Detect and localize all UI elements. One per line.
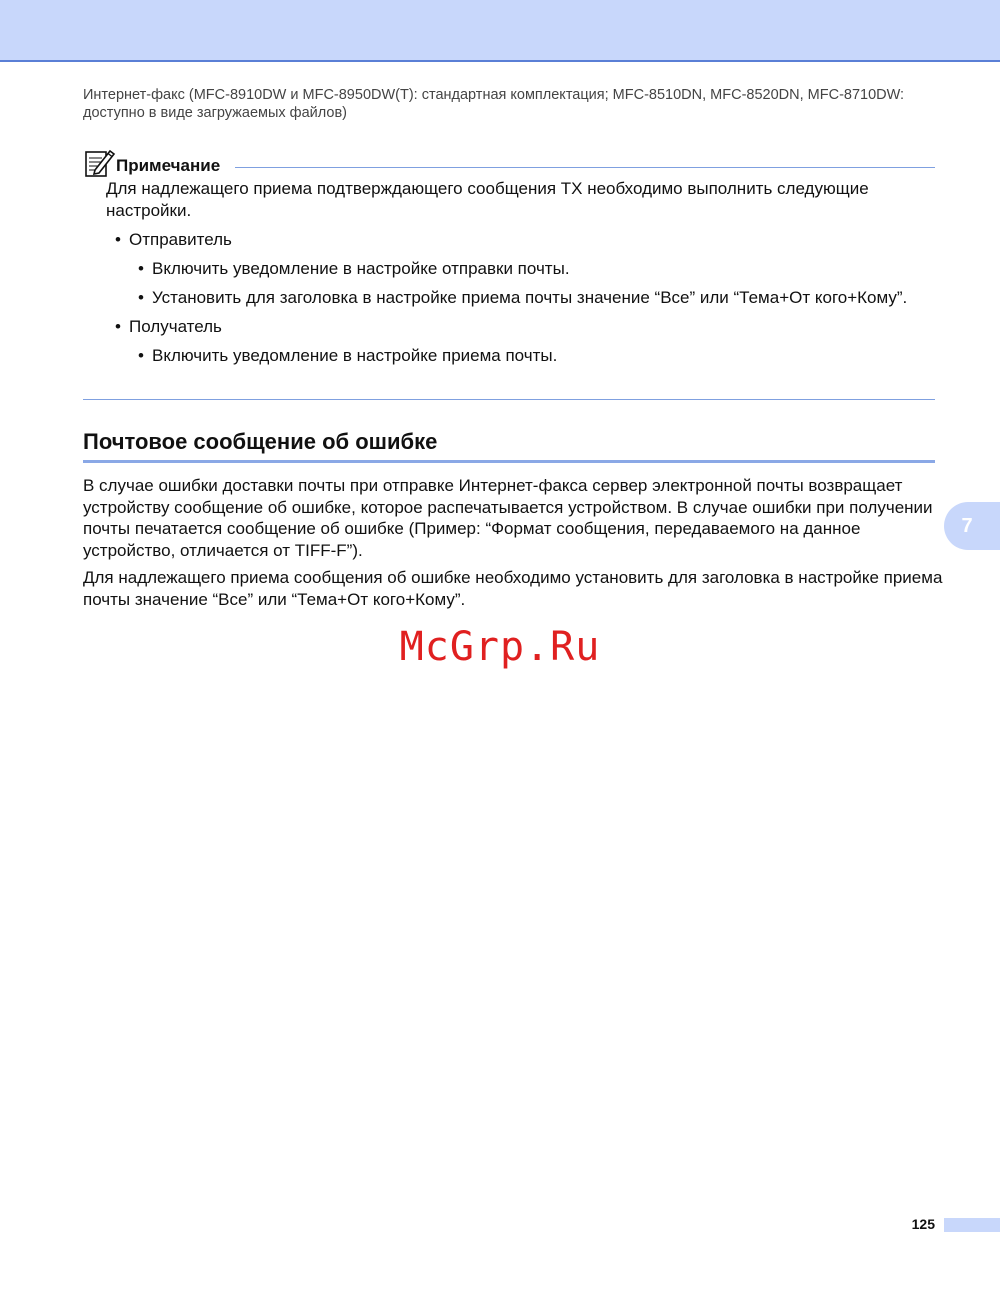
list-item-receiver: • Получатель xyxy=(129,316,936,338)
page-number: 125 xyxy=(911,1216,935,1232)
note-title: Примечание xyxy=(116,156,221,175)
breadcrumb-line-2: доступно в виде загружаемых файлов) xyxy=(83,105,347,121)
breadcrumb xyxy=(83,86,943,122)
note-divider xyxy=(235,167,935,168)
note-header xyxy=(83,148,935,178)
section-title: Почтовое сообщение об ошибке xyxy=(83,429,438,454)
section-divider xyxy=(83,460,935,463)
note-body xyxy=(106,178,936,367)
watermark: McGrp.Ru xyxy=(399,624,601,670)
note-bottom-divider xyxy=(83,399,935,400)
section-paragraph-2: Для надлежащего приема сообщения об ошибке необходимо установить для заголовка в настройке приема почты значение “Все” или “Тема+От кого+Кому”. xyxy=(83,568,943,609)
chapter-tab: 7 xyxy=(944,502,1000,550)
header-band xyxy=(0,0,1000,62)
list-item-sender: • Отправитель xyxy=(129,229,936,251)
note-intro: Для надлежащего приема подтверждающего сообщения TX необходимо выполнить следующие настройки. xyxy=(106,179,869,220)
section-paragraph-1: В случае ошибки доставки почты при отправке Интернет-факса сервер электронной почты возвращает устройству сообщение об ошибке, которое распечатывается устройством. В случае ошибки при получении почты печатается сообщение об ошибке (Пример: “Формат сообщения, передаваемого на данное устройство, отличается от TIFF-F”). xyxy=(83,476,933,560)
note-pencil-icon xyxy=(83,148,117,178)
list-item-receiver-notify: • Включить уведомление в настройке приема почты. xyxy=(152,345,936,367)
page-number-bar xyxy=(944,1218,1000,1232)
breadcrumb-line-1: Интернет-факс (MFC-8910DW и MFC-8950DW(T): стандартная комплектация; MFC-8510DN, MFC-8520DN, MFC-8710DW: xyxy=(83,87,905,103)
list-item-sender-header: • Установить для заголовка в настройке приема почты значение “Все” или “Тема+От кого+Кому”. xyxy=(152,287,936,309)
list-item-sender-notify: • Включить уведомление в настройке отправки почты. xyxy=(152,258,936,280)
